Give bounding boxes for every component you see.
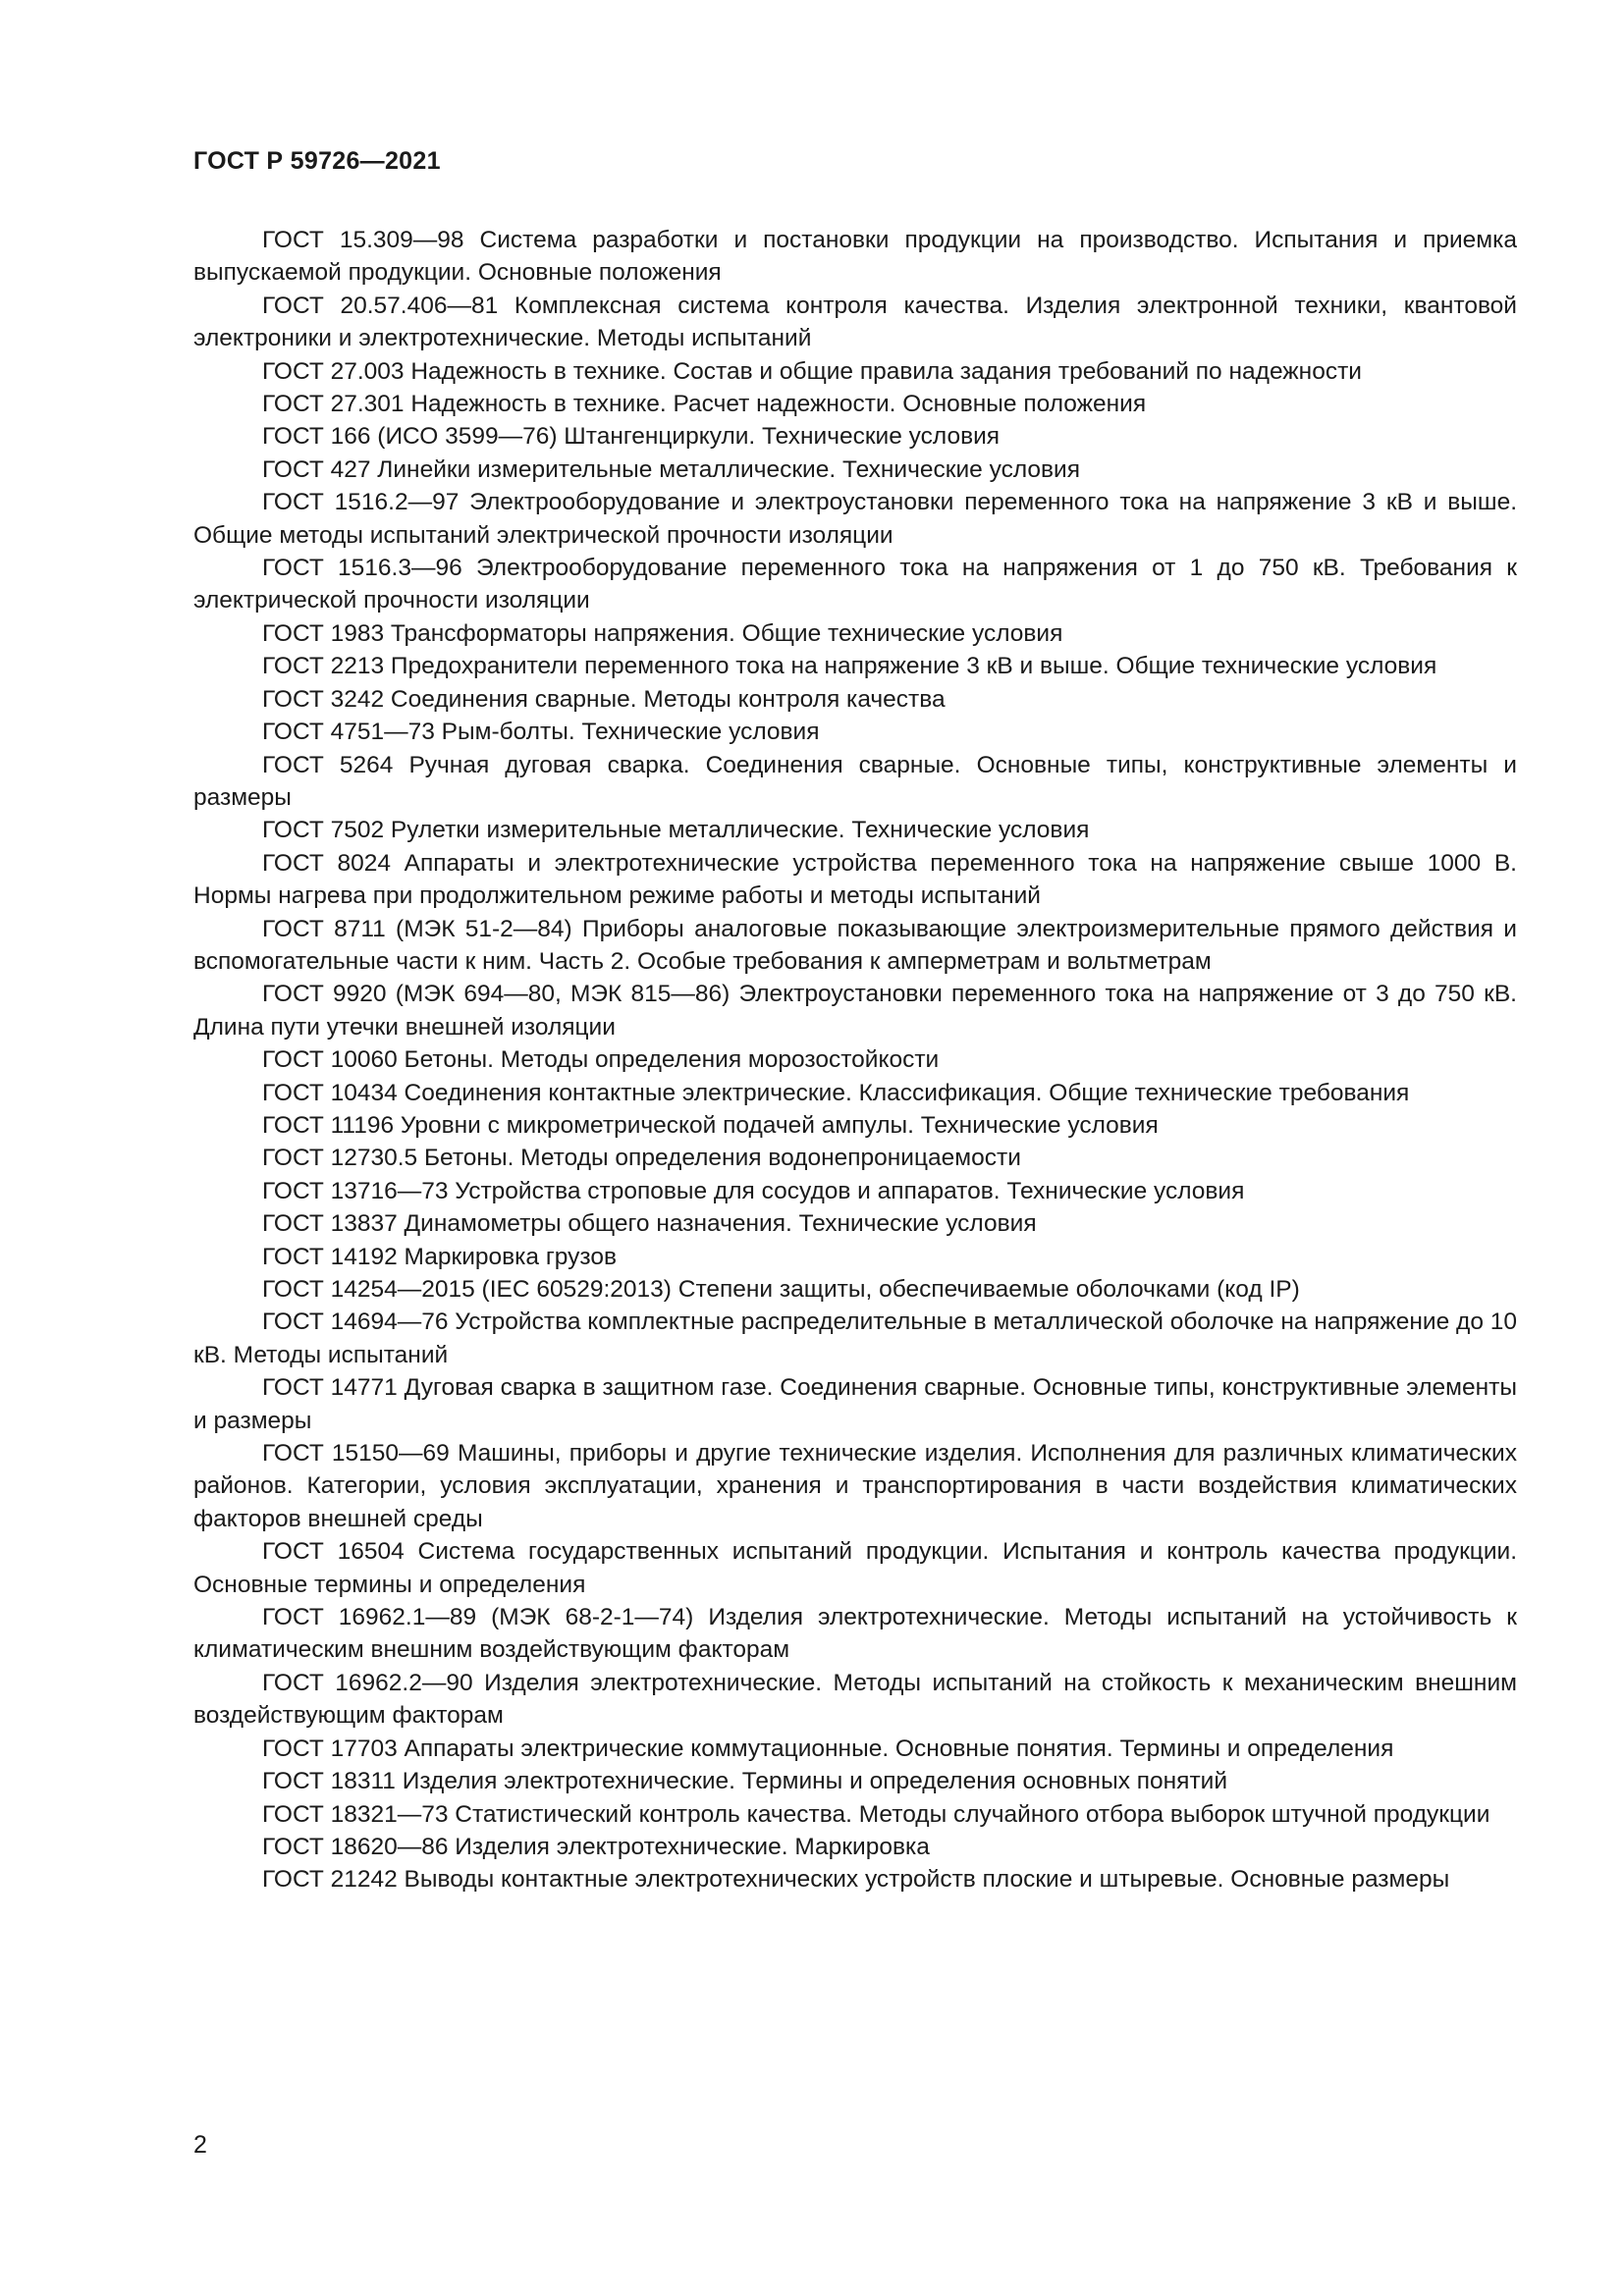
reference-item: ГОСТ 8024 Аппараты и электротехнические устройства переменного тока на напряжение свыше 1000 В. Нормы нагрева при продолжительном режиме работы и методы испытаний [193,849,1517,910]
reference-item: ГОСТ 10434 Соединения контактные электрические. Классификация. Общие технические требования [262,1079,1410,1106]
reference-item: ГОСТ 5264 Ручная дуговая сварка. Соединения сварные. Основные типы, конструктивные элементы и размеры [193,751,1517,811]
reference-item: ГОСТ 1516.3—96 Электрооборудование переменного тока на напряжения от 1 до 750 кВ. Требования к электрической прочности изоляции [193,555,1517,614]
reference-item: ГОСТ 14192 Маркировка грузов [262,1243,617,1270]
reference-item: ГОСТ 21242 Выводы контактные электротехнических устройств плоские и штыревые. Основные размеры [262,1866,1450,1894]
reference-item: ГОСТ 14254—2015 (IEC 60529:2013) Степени защиты, обеспечиваемые оболочками (код IP) [262,1276,1300,1303]
reference-item: ГОСТ 13716—73 Устройства строповые для сосудов и аппаратов. Технические условия [262,1177,1245,1204]
reference-item: ГОСТ 1983 Трансформаторы напряжения. Общие технические условия [262,619,1063,647]
reference-item: ГОСТ 3242 Соединения сварные. Методы контроля качества [262,685,946,713]
reference-item: ГОСТ 14771 Дуговая сварка в защитном газе. Соединения сварные. Основные типы, конструктивные элементы и размеры [193,1374,1517,1434]
reference-item: ГОСТ 16504 Система государственных испытаний продукции. Испытания и контроль качества продукции. Основные термины и определения [193,1538,1517,1598]
reference-item: ГОСТ 4751—73 Рым-болты. Технические условия [262,719,820,746]
reference-item: ГОСТ 17703 Аппараты электрические коммутационные. Основные понятия. Термины и определения [262,1735,1394,1762]
reference-item: ГОСТ 12730.5 Бетоны. Методы определения водонепроницаемости [262,1145,1021,1172]
reference-item: ГОСТ 7502 Рулетки измерительные металлические. Технические условия [262,817,1090,844]
reference-item: ГОСТ 16962.2—90 Изделия электротехнические. Методы испытаний на стойкость к механическим внешним воздействующим факторам [193,1669,1517,1730]
reference-item: ГОСТ 166 (ИСО 3599—76) Штангенциркули. Технические условия [262,423,1001,451]
page-number: 2 [193,2131,207,2159]
reference-item: ГОСТ 10060 Бетоны. Методы определения морозостойкости [262,1046,940,1074]
reference-item: ГОСТ 27.301 Надежность в технике. Расчет надежности. Основные положения [262,391,1147,418]
reference-item: ГОСТ 15.309—98 Система разработки и постановки продукции на производство. Испытания и приемка выпускаемой продукции. Основные положения [193,227,1517,287]
reference-item: ГОСТ 2213 Предохранители переменного тока на напряжение 3 кВ и выше. Общие технические условия [262,653,1437,680]
reference-item: ГОСТ 1516.2—97 Электрооборудование и электроустановки переменного тока на напряжение 3 кВ и выше. Общие методы испытаний электрической прочности изоляции [193,489,1517,549]
reference-item: ГОСТ 18620—86 Изделия электротехнические. Маркировка [262,1833,930,1860]
normative-references-list [193,224,1517,1896]
reference-item: ГОСТ 18321—73 Статистический контроль качества. Методы случайного отбора выборок штучной продукции [262,1800,1490,1828]
reference-item: ГОСТ 14694—76 Устройства комплектные распределительные в металлической оболочке на напряжение до 10 кВ. Методы испытаний [193,1308,1517,1368]
reference-item: ГОСТ 8711 (МЭК 51-2—84) Приборы аналоговые показывающие электроизмерительные прямого действия и вспомогательные части к ним. Часть 2. Особые требования к амперметрам и вольтметрам [193,915,1517,975]
reference-item: ГОСТ 15150—69 Машины, приборы и другие технические изделия. Исполнения для различных климатических районов. Категории, условия эксплуатации, хранения и транспортирования в части воздействия климатических факторов внешней среды [193,1440,1517,1532]
reference-item: ГОСТ 9920 (МЭК 694—80, МЭК 815—86) Электроустановки переменного тока на напряжение от 3 до 750 кВ. Длина пути утечки внешней изоляции [193,981,1517,1041]
reference-item: ГОСТ 20.57.406—81 Комплексная система контроля качества. Изделия электронной техники, квантовой электроники и электротехнические. Методы испытаний [193,292,1517,352]
reference-item: ГОСТ 16962.1—89 (МЭК 68-2-1—74) Изделия электротехнические. Методы испытаний на устойчивость к климатическим внешним воздействующим факторам [193,1604,1517,1664]
reference-item: ГОСТ 11196 Уровни с микрометрической подачей ампулы. Технические условия [262,1111,1159,1139]
reference-item: ГОСТ 427 Линейки измерительные металлические. Технические условия [262,455,1080,483]
reference-item: ГОСТ 13837 Динамометры общего назначения. Технические условия [262,1210,1037,1238]
reference-item: ГОСТ 27.003 Надежность в технике. Состав и общие правила задания требований по надежности [262,357,1362,385]
document-header: ГОСТ Р 59726—2021 [193,147,441,175]
reference-item: ГОСТ 18311 Изделия электротехнические. Термины и определения основных понятий [262,1768,1228,1795]
